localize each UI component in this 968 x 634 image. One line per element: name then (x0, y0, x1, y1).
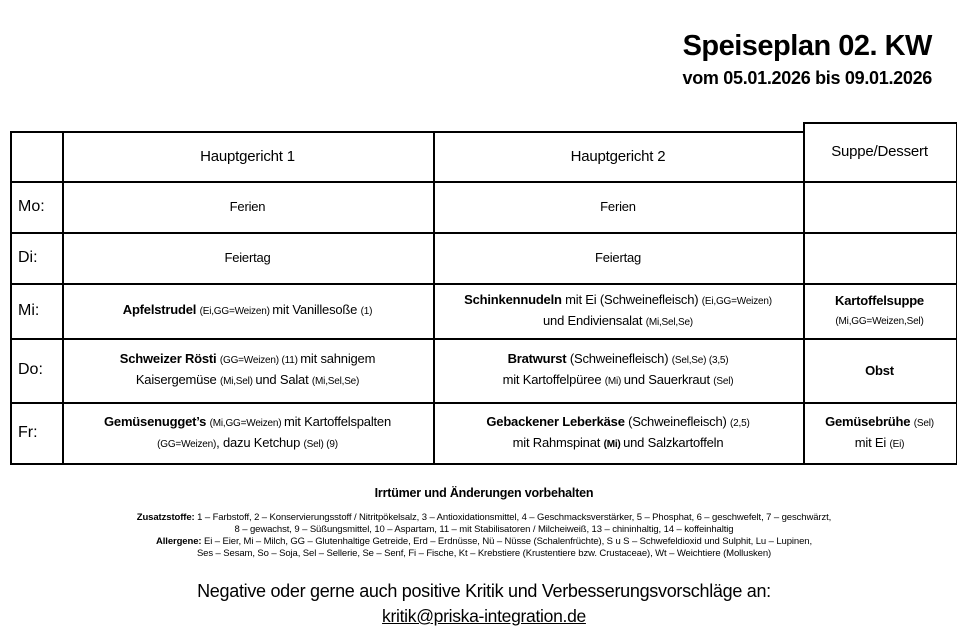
menu-cell-line: Gebackener Leberkäse (Schweinefleisch) (2,5) (486, 414, 750, 429)
cell-mo-hauptgericht-2 (433, 181, 803, 232)
additives-text-1: 1 – Farbstoff, 2 – Konservierungsstoff / Nitritpökelsalz, 3 – Antioxidationsmittel, 4 – Geschmacksverstärker, 5 – Phosphat, 6 – geschwefelt, 7 – geschwärzt, (197, 512, 832, 523)
cell-di-hauptgericht-1 (62, 232, 433, 283)
additives-line-1 (0, 512, 968, 524)
day-label-mi: Mi: (18, 301, 40, 319)
menu-cell-line: (GG=Weizen), dazu Ketchup (Sel) (9) (157, 435, 338, 450)
day-label-do: Do: (18, 361, 43, 378)
cell-do-hauptgericht-1 (62, 338, 433, 402)
cell-mi-hauptgericht-2 (433, 283, 803, 338)
allergens-line-1 (0, 536, 968, 548)
day-label-fr: Fr: (18, 424, 38, 441)
cell-do-hauptgericht-2 (433, 338, 803, 402)
menu-cell-line: Gemüsebrühe (Sel) (825, 414, 934, 429)
title-block (683, 30, 933, 89)
column-header-suppe-dessert: Suppe/Dessert (831, 143, 928, 160)
menu-cell-line: Obst (865, 362, 894, 378)
feedback-text: Negative oder gerne auch positive Kritik und Verbesserungsvorschläge an: (197, 581, 771, 601)
menu-cell-line: Feiertag (224, 250, 271, 265)
allergens-note (0, 536, 968, 559)
menu-cell-line: mit Kartoffelpüree (Mi) und Sauerkraut (Sel) (502, 372, 734, 387)
menu-cell-line: Gemüsenugget’s (Mi,GG=Weizen) mit Kartoffelspalten (104, 414, 391, 429)
menu-cell-line: Kaisergemüse (Mi,Sel) und Salat (Mi,Sel,Se) (135, 372, 360, 387)
cell-mo-hauptgericht-1 (62, 181, 433, 232)
menu-cell-line: und Endiviensalat (Mi,Sel,Se) (543, 312, 693, 328)
cell-mi-hauptgericht-1 (62, 283, 433, 338)
menu-cell-line: Ferien (229, 199, 266, 214)
menu-cell-line: Apfelstrudel (Ei,GG=Weizen) mit Vanillesoße (1) (122, 302, 373, 317)
cell-di-hauptgericht-2 (433, 232, 803, 283)
cell-mi-suppe-dessert (803, 283, 956, 338)
cell-do-suppe-dessert (803, 338, 956, 402)
menu-cell-line: mit Rahmspinat (Mi) und Salzkartoffeln (512, 435, 724, 450)
menu-cell-line: Kartoffelsuppe (835, 292, 924, 308)
additives-note (0, 512, 968, 535)
cell-fr-suppe-dessert (803, 402, 956, 464)
allergens-text-2: Ses – Sesam, So – Soja, Sel – Sellerie, Se – Senf, Fi – Fische, Kt – Krebstiere (Krustentiere bzw. Crustaceae), Wt – Weichtiere (Mollusken) (196, 547, 772, 559)
day-label-mo: Mo: (18, 197, 45, 215)
additives-label: Zusatzstoffe: (136, 512, 195, 523)
cell-fr-hauptgericht-1 (62, 402, 433, 464)
menu-cell-line: Feiertag (594, 250, 642, 265)
menu-cell-line: Ferien (600, 199, 636, 214)
menu-cell-line: mit Ei (Ei) (854, 435, 905, 450)
allergens-label: Allergene: (155, 536, 202, 547)
feedback-email-link[interactable]: kritik@priska-integration.de (382, 606, 586, 626)
allergens-text-1: Ei – Eier, Mi – Milch, GG – Glutenhaltige Getreide, Erd – Erdnüsse, Nü – Nüsse (Schalenfrüchte), S u S – Schwefeldioxid und Sulphit, Lu – Lupinen, (204, 536, 812, 547)
additives-text-2: 8 – gewachst, 9 – Süßungsmittel, 10 – Aspartam, 11 – mit Stabilisatoren / Milcheiweiß, 13 – chininhaltig, 14 – koffeinhaltig (234, 523, 734, 535)
cell-mo-suppe-dessert (803, 181, 956, 232)
menu-cell-line: Schweizer Rösti (GG=Weizen) (11) mit sahnigem (119, 351, 376, 366)
cell-di-suppe-dessert (803, 232, 956, 283)
column-header-hauptgericht-2: Hauptgericht 2 (570, 147, 666, 165)
menu-cell-line: (Mi,GG=Weizen,Sel) (835, 315, 924, 327)
date-range: vom 05.01.2026 bis 09.01.2026 (682, 68, 932, 88)
menu-cell-line: Schinkennudeln mit Ei (Schweinefleisch) (Ei,GG=Weizen) (464, 291, 772, 307)
page-title: Speiseplan 02. KW (682, 30, 932, 62)
day-label-di: Di: (18, 248, 38, 266)
cell-fr-hauptgericht-2 (433, 402, 803, 464)
disclaimer-text: Irrtümer und Änderungen vorbehalten (374, 486, 594, 500)
column-header-hauptgericht-1: Hauptgericht 1 (200, 147, 295, 165)
menu-cell-line: Bratwurst (Schweinefleisch) (Sel,Se) (3,5) (507, 351, 729, 366)
